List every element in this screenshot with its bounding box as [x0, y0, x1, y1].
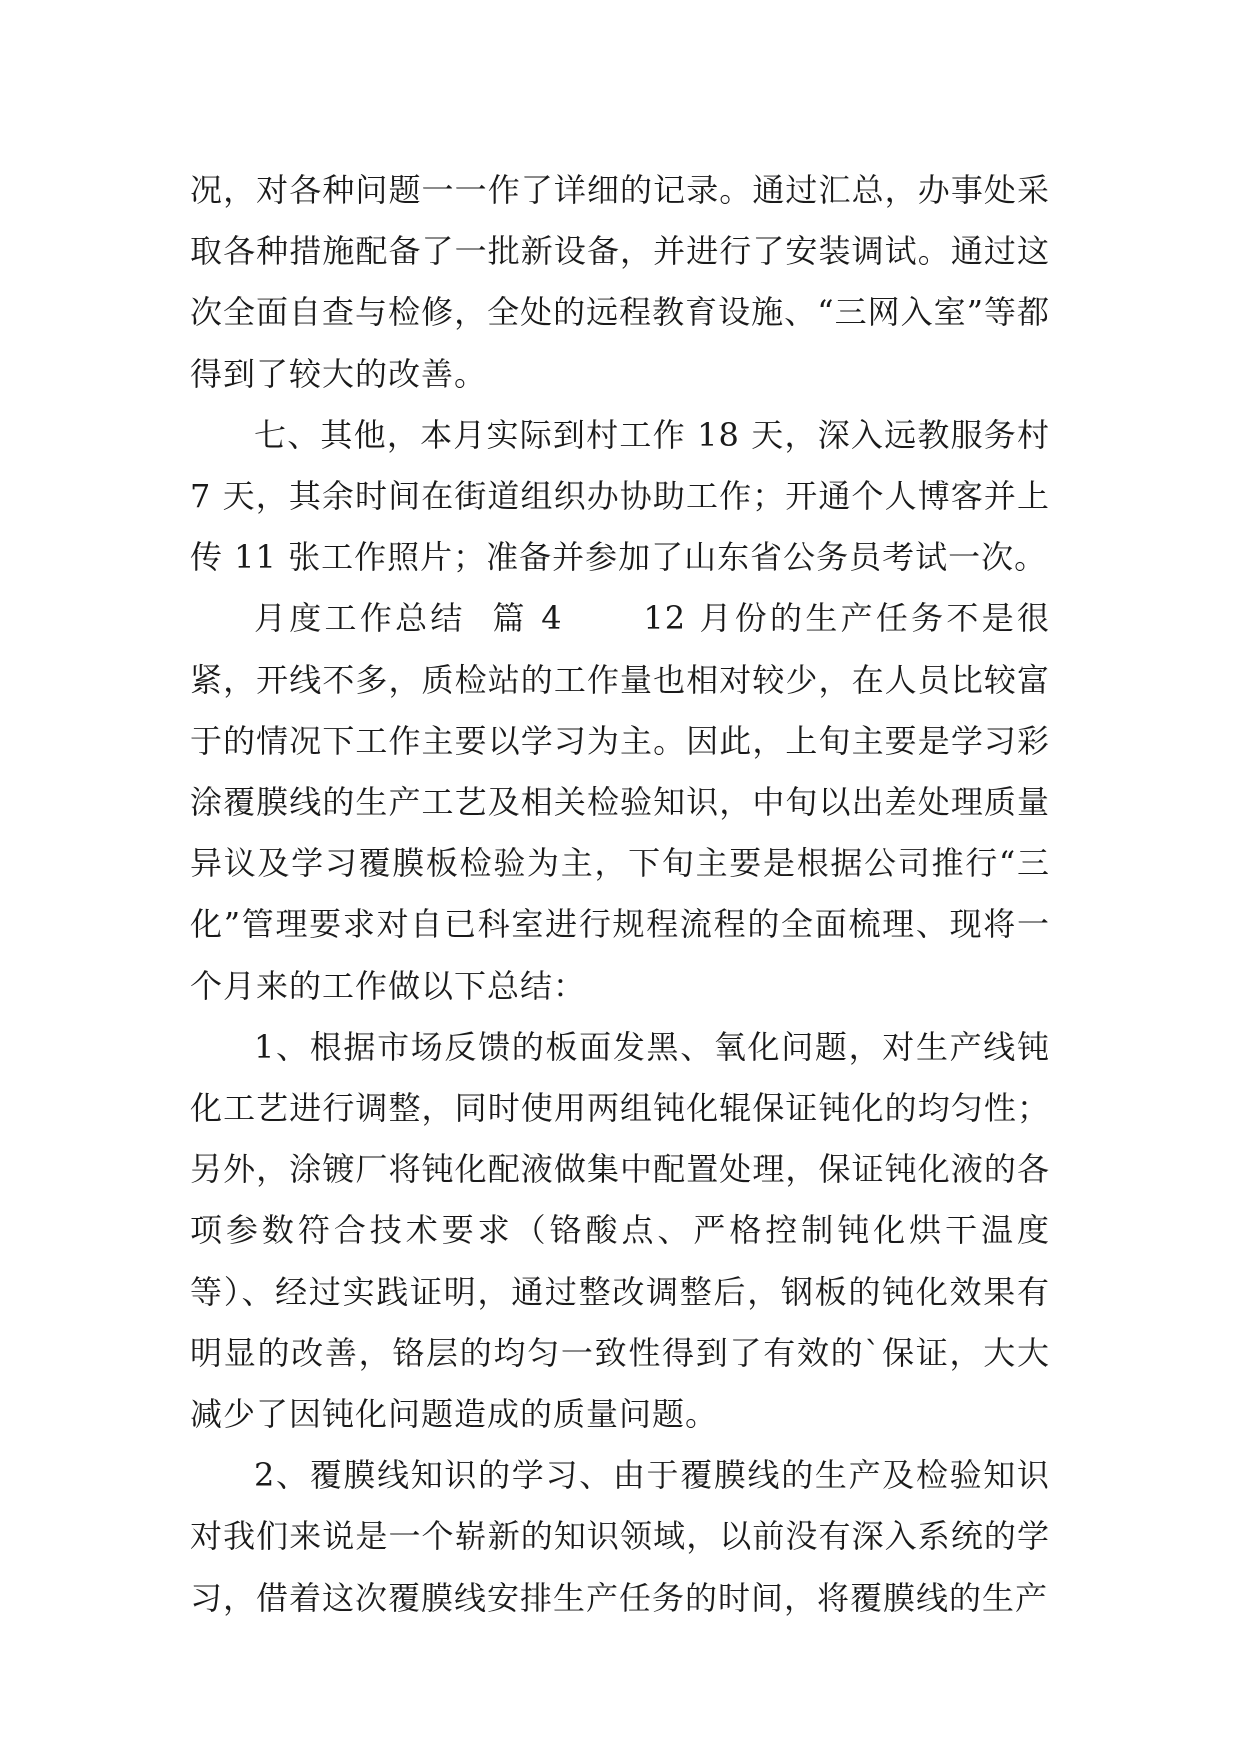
document-body — [190, 160, 1050, 1629]
paragraph-section-seven: 七、其他，本月实际到村工作 18 天，深入远教服务村 7 天，其余时间在街道组织办协助工作；开通个人博客并上传 11 张工作照片；准备并参加了山东省公务员考试一次。 — [190, 415, 1050, 577]
paragraph-continuation: 况，对各种问题一一作了详细的记录。通过汇总，办事处采取各种措施配备了一批新设备，并进行了安装调试。通过这次全面自查与检修，全处的远程教育设施、“三网入室”等都得到了较大的改善。 — [190, 171, 1050, 393]
paragraph-item-one: 1、根据市场反馈的板面发黑、氧化问题，对生产线钝化工艺进行调整，同时使用两组钝化辊保证钝化的均匀性；另外，涂镀厂将钝化配液做集中配置处理，保证钝化液的各项参数符合技术要求（铬酸点、严格控制钝化烘干温度等）、经过实践证明，通过整改调整后，钢板的钝化效果有明显的改善，铬层的均匀一致性得到了有效的`保证，大大减少了因钝化问题造成的质量问题。 — [190, 1027, 1050, 1434]
paragraph-summary-intro: 月度工作总结 篇 4 12 月份的生产任务不是很紧，开线不多，质检站的工作量也相对较少，在人员比较富于的情况下工作主要以学习为主。因此，上旬主要是学习彩涂覆膜线的生产工艺及相关检验知识，中旬以出差处理质量异议及学习覆膜板检验为主，下旬主要是根据公司推行“三化”管理要求对自已科室进行规程流程的全面梳理、现将一个月来的工作做以下总结： — [190, 599, 1050, 1005]
paragraph-item-two: 2、覆膜线知识的学习、由于覆膜线的生产及检验知识对我们来说是一个崭新的知识领域，以前没有深入系统的学习，借着这次覆膜线安排生产任务的时间，将覆膜线的生产 — [190, 1456, 1050, 1617]
